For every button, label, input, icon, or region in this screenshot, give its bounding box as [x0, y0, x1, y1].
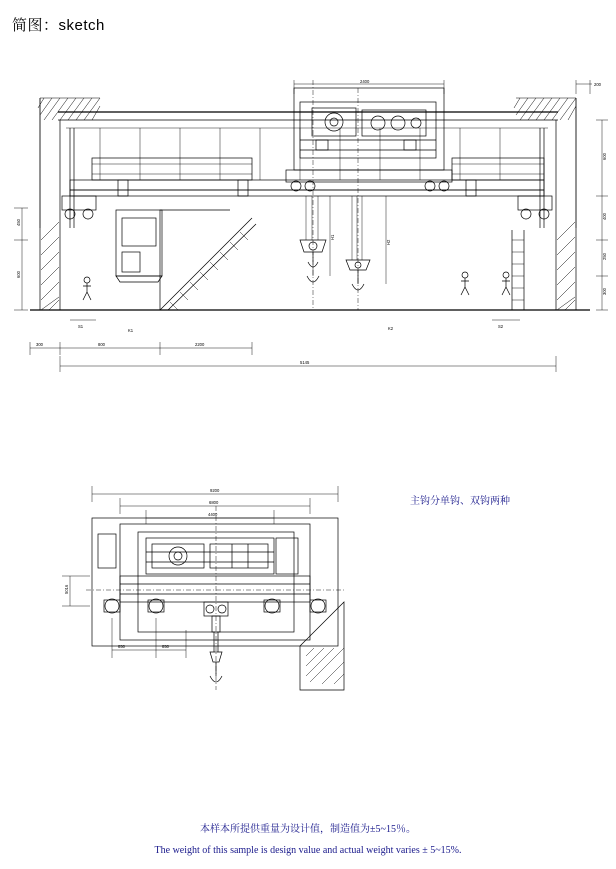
svg-text:450: 450: [16, 219, 21, 226]
svg-text:K1: K1: [128, 328, 134, 333]
svg-text:K2: K2: [388, 326, 394, 331]
svg-text:5016: 5016: [64, 584, 69, 594]
hook-type-note: 主钩分单钩、双钩两种: [410, 496, 510, 507]
svg-text:2200: 2200: [195, 342, 205, 347]
crane-elevation-drawing: [0, 80, 616, 390]
svg-text:H2: H2: [386, 239, 391, 245]
svg-text:400: 400: [602, 213, 607, 220]
svg-text:2400: 2400: [360, 80, 370, 84]
svg-text:250: 250: [602, 253, 607, 260]
svg-text:200: 200: [594, 82, 601, 87]
svg-text:S2: S2: [498, 324, 504, 329]
crane-plan-drawing: [0, 480, 616, 730]
svg-text:850: 850: [118, 644, 125, 649]
svg-text:9200: 9200: [210, 488, 220, 493]
svg-text:H1: H1: [330, 234, 335, 240]
page-title: 简图：sketch: [12, 17, 105, 34]
svg-text:300: 300: [602, 288, 607, 295]
svg-text:6800: 6800: [209, 500, 219, 505]
svg-text:300: 300: [36, 342, 43, 347]
footnote-cn: 本样本所提供重量为设计值，制造值为±5~15％。: [200, 824, 416, 835]
svg-text:4400: 4400: [208, 512, 218, 517]
svg-text:800: 800: [98, 342, 105, 347]
svg-text:600: 600: [602, 153, 607, 160]
svg-text:5145: 5145: [300, 360, 310, 365]
svg-text:600: 600: [16, 271, 21, 278]
svg-text:S1: S1: [78, 324, 84, 329]
svg-text:850: 850: [162, 644, 169, 649]
footnote-en: The weight of this sample is design value and actual weight varies ± 5~15%.: [154, 845, 462, 856]
